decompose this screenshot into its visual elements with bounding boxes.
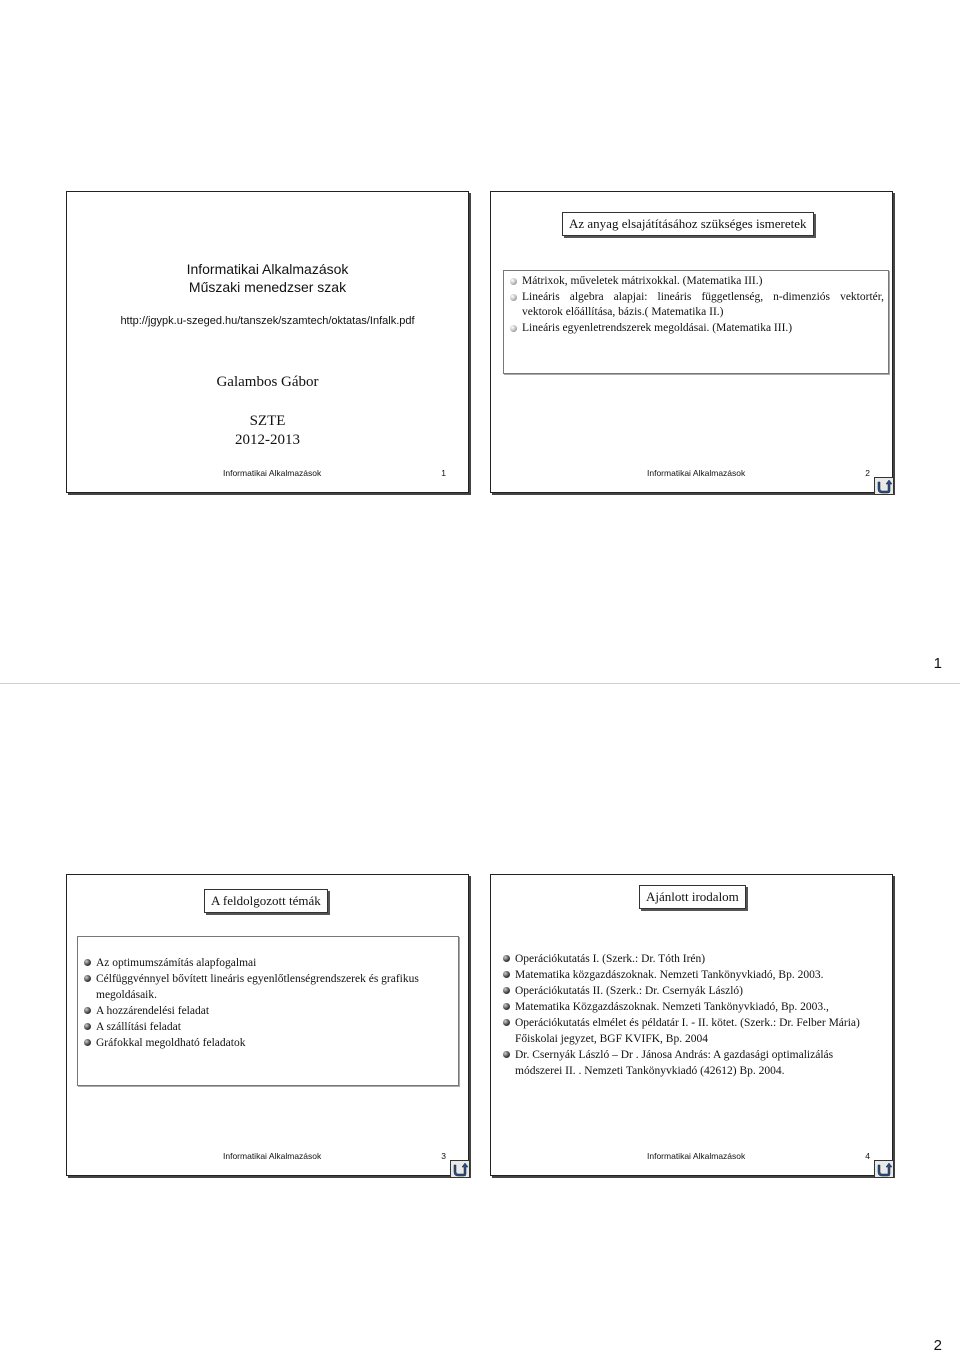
list-item: Mátrixok, műveletek mátrixokkal. (Matematika III.) bbox=[508, 274, 884, 290]
slide-title bbox=[67, 260, 468, 296]
list-item: A hozzárendelési feladat bbox=[82, 1003, 454, 1019]
slide-number: 4 bbox=[865, 1151, 870, 1161]
list-item: Célfüggvénnyel bővített lineáris egyenlőtlenségrendszerek és grafikus megoldásaik. bbox=[82, 971, 454, 1003]
document-page-1 bbox=[0, 0, 960, 683]
list-item: Operációkutatás II. (Szerk.: Dr. Csernyák László) bbox=[501, 983, 881, 999]
sphere-bullet-icon bbox=[84, 1023, 91, 1030]
sphere-bullet-icon bbox=[503, 955, 510, 962]
list-item: Matematika közgazdászoknak. Nemzeti Tankönyvkiadó, Bp. 2003. bbox=[501, 967, 881, 983]
sphere-bullet-icon bbox=[503, 1019, 510, 1026]
sphere-bullet-icon bbox=[84, 959, 91, 966]
institution: SZTE bbox=[249, 413, 286, 429]
document-page-2 bbox=[0, 684, 960, 1367]
course-subtitle: Műszaki menedzser szak bbox=[188, 279, 347, 295]
list-item: Operációkutatás elmélet és példatár I. - II. kötet. (Szerk.: Dr. Felber Mária) Főiskolai jegyzet, BGF KVIFK, Bp. 2004 bbox=[501, 1015, 881, 1047]
slide-title: Az anyag elsajátításához szükséges ismeretek bbox=[562, 212, 814, 236]
slide-number: 1 bbox=[441, 468, 446, 478]
sphere-bullet-icon bbox=[503, 1051, 510, 1058]
sphere-bullet-icon bbox=[84, 975, 91, 982]
sphere-bullet-icon bbox=[84, 1007, 91, 1014]
return-arrow-icon[interactable] bbox=[450, 1160, 470, 1178]
slide-2 bbox=[490, 191, 893, 493]
page-number: 1 bbox=[933, 655, 942, 672]
slide-4 bbox=[490, 874, 893, 1176]
page-number: 2 bbox=[933, 1337, 942, 1354]
academic-year: 2012-2013 bbox=[235, 432, 300, 448]
course-url[interactable]: http://jgypk.u-szeged.hu/tanszek/szamtech/oktatas/Infalk.pdf bbox=[120, 315, 415, 327]
list-item: Gráfokkal megoldható feladatok bbox=[82, 1035, 454, 1051]
sphere-bullet-icon bbox=[84, 1039, 91, 1046]
slide-3 bbox=[66, 874, 469, 1176]
author-name: Galambos Gábor bbox=[216, 374, 319, 390]
list-item: Operációkutatás I. (Szerk.: Dr. Tóth Irén) bbox=[501, 951, 881, 967]
sphere-bullet-icon bbox=[503, 1003, 510, 1010]
list-item: Az optimumszámítás alapfogalmai bbox=[82, 955, 454, 971]
slide-footer-text: Informatikai Alkalmazások bbox=[647, 1151, 746, 1161]
content-box bbox=[77, 936, 459, 1086]
slide-number: 3 bbox=[441, 1151, 446, 1161]
sphere-bullet-icon bbox=[510, 278, 517, 285]
sphere-bullet-icon bbox=[503, 971, 510, 978]
slide-title: A feldolgozott témák bbox=[204, 889, 328, 913]
return-arrow-icon[interactable] bbox=[874, 1160, 894, 1178]
content-box bbox=[503, 270, 889, 374]
slide-1 bbox=[66, 191, 469, 493]
sphere-bullet-icon bbox=[503, 987, 510, 994]
list-item: Dr. Csernyák László – Dr . Jánosa András: A gazdasági optimalizálás módszerei II. . Nemzeti Tankönyvkiadó (42612) Bp. 2004. bbox=[501, 1047, 881, 1079]
slide-footer-text: Informatikai Alkalmazások bbox=[223, 1151, 322, 1161]
sphere-bullet-icon bbox=[510, 294, 517, 301]
course-title: Informatikai Alkalmazások bbox=[186, 261, 349, 277]
sphere-bullet-icon bbox=[510, 325, 517, 332]
list-item: Lineáris algebra alapjai: lineáris függetlenség, n-dimenziós vektortér, vektorok előállítása, bázis.( Matematika II.) bbox=[508, 290, 884, 321]
return-arrow-icon[interactable] bbox=[874, 477, 894, 495]
bullet-list bbox=[508, 274, 884, 336]
slide-footer-text: Informatikai Alkalmazások bbox=[647, 468, 746, 478]
bullet-list bbox=[82, 955, 454, 1051]
bullet-list bbox=[501, 951, 881, 1079]
slide-footer-text: Informatikai Alkalmazások bbox=[223, 468, 322, 478]
list-item: Lineáris egyenletrendszerek megoldásai. (Matematika III.) bbox=[508, 321, 884, 337]
list-item: Matematika Közgazdászoknak. Nemzeti Tankönyvkiadó, Bp. 2003., bbox=[501, 999, 881, 1015]
reading-list bbox=[501, 951, 881, 1079]
list-item: A szállítási feladat bbox=[82, 1019, 454, 1035]
slide-number: 2 bbox=[865, 468, 870, 478]
slide-title: Ajánlott irodalom bbox=[639, 885, 746, 909]
